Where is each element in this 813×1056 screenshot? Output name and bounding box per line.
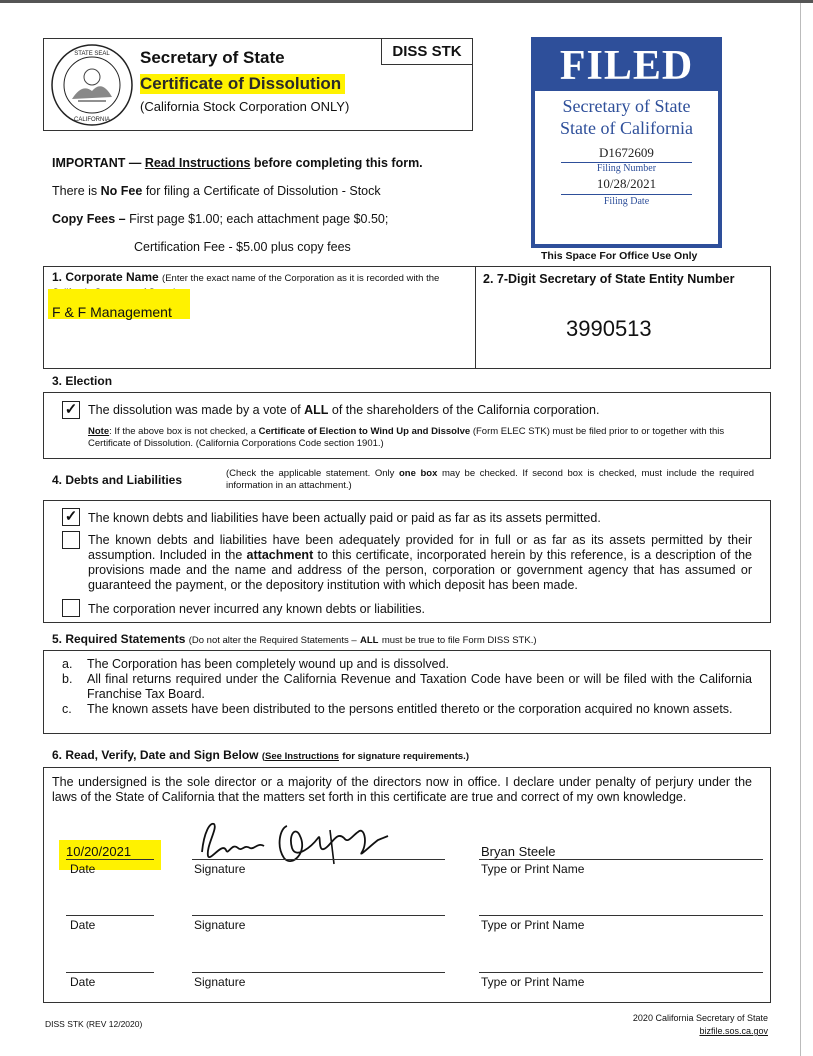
signature-line [192, 859, 445, 860]
declaration-text: The undersigned is the sole director or a majority of the directors now in office. I declare under penalty of perjury under the laws of the State of California that the matters set forth in this certificate are true and correct of my own knowledge. [52, 775, 752, 804]
section-6-note-post: for signature requirements.) [342, 751, 469, 762]
debts-instr-bold: one box [399, 468, 438, 479]
list-item [62, 657, 752, 672]
copy-fee-text: First page $1.00; each attachment page $0.50; [129, 212, 389, 226]
section-5-header [52, 632, 537, 646]
state-seal-icon [50, 43, 134, 127]
printed-name-label: Type or Print Name [481, 862, 585, 876]
election-note-label: Note [88, 426, 110, 437]
signature-line-3 [192, 972, 445, 973]
debts-provided-post: to this certificate, incorporated herein by this reference, is a description of the provisions made and the name and address of the person, corporation or government agency that has assumed or guaranteed the payment, or the depository institution with which deposit has been made. [88, 548, 752, 592]
debts-provided-pre: The known debts and liabilities have been adequately provided for in full or as far as its assets permitted by their assumption. Included in the [88, 533, 752, 562]
footer-copyright: 2020 California Secretary of State [632, 1013, 768, 1023]
filing-number-label: Filing Number [596, 163, 657, 174]
read-instructions-link[interactable]: Read Instructions [144, 156, 251, 170]
debts-provided-checkbox[interactable] [62, 531, 80, 549]
section-5-note-pre: (Do not alter the Required Statements – [188, 635, 357, 646]
date-line-3 [66, 972, 154, 973]
svg-text:CALIFORNIA: CALIFORNIA [73, 117, 111, 123]
election-note-pre: : If the above box is not checked, a [109, 426, 256, 437]
no-debts-checkbox[interactable] [62, 599, 80, 617]
cert-fee-line: Certification Fee - $5.00 plus copy fees [134, 240, 351, 254]
debts-paid-text: The known debts and liabilities have been actually paid or paid as far as its assets permitted. [88, 511, 601, 525]
list-item-letter: c. [62, 702, 72, 716]
section-6-note-pre: ( [261, 751, 266, 762]
corporate-name-title: 1. Corporate Name [52, 270, 159, 284]
copy-fee-label: Copy Fees – [52, 212, 126, 226]
fee-pre: There is [52, 184, 98, 198]
debts-instr-pre: (Check the applicable statement. Only [226, 468, 395, 479]
debts-paid-checkbox[interactable]: ✓ [62, 508, 80, 526]
filing-date-rule [561, 194, 692, 195]
signature-label: Signature [194, 862, 246, 876]
section-5-note-bold: ALL [360, 635, 379, 646]
fee-bold: No Fee [100, 184, 143, 198]
important-suffix: before completing this form. [253, 156, 423, 170]
corporate-name-value[interactable]: F & F Management [52, 304, 172, 320]
list-item-text: The Corporation has been completely wound up and is dissolved. [87, 657, 450, 671]
date-line-2 [66, 915, 154, 916]
list-item [62, 672, 752, 702]
section-5-note-post: must be true to file Form DISS STK.) [381, 635, 537, 646]
filing-date: 10/28/2021 [596, 176, 657, 191]
copy-fee-line [52, 212, 388, 226]
header-title: Secretary of State [140, 48, 285, 67]
printed-name-line-3 [479, 972, 763, 973]
section-6-header [52, 748, 469, 762]
section-4-instructions [226, 468, 754, 492]
filed-line1: Secretary of State [562, 96, 691, 116]
election-text-post: of the shareholders of the California corporation. [331, 403, 600, 417]
fee-post: for filing a Certificate of Dissolution - Stock [145, 184, 381, 198]
list-item-text: The known assets have been distributed to the persons entitled thereto or the corporation acquired no known assets. [87, 702, 733, 716]
section-4-title: 4. Debts and Liabilities [52, 473, 183, 487]
entity-number-label: 2. 7-Digit Secretary of State Entity Number [483, 272, 735, 286]
list-item-letter: a. [62, 657, 73, 671]
filed-text: FILED [559, 43, 694, 89]
entity-number-value[interactable]: 3990513 [566, 316, 652, 341]
list-item [62, 702, 752, 717]
printed-name-label-3: Type or Print Name [481, 975, 585, 989]
filed-stamp [531, 37, 722, 248]
footer-form-code: DISS STK (REV 12/2020) [45, 1019, 143, 1029]
filing-date-label: Filing Date [603, 196, 650, 207]
section-5-title: 5. Required Statements [52, 632, 186, 646]
printed-name-line [479, 859, 763, 860]
svg-text:STATE SEAL: STATE SEAL [74, 51, 110, 57]
important-line [52, 156, 423, 170]
date-label: Date [70, 862, 96, 876]
important-prefix: IMPORTANT — [52, 156, 142, 170]
section-3-title: 3. Election [52, 374, 113, 388]
right-border [800, 3, 801, 1056]
election-text-pre: The dissolution was made by a vote of [88, 403, 301, 417]
election-text-bold: ALL [304, 403, 329, 417]
election-checkbox[interactable]: ✓ [62, 401, 80, 419]
date-line [66, 859, 154, 860]
debts-provided-bold: attachment [246, 548, 314, 562]
signature-label-2: Signature [194, 918, 246, 932]
see-instructions-link[interactable]: See Instructions [265, 751, 339, 762]
filed-banner [535, 41, 718, 91]
signature-line-2 [192, 915, 445, 916]
debts-instr-post: may be checked. If second box is checked, must include the required information in an attachment.) [226, 468, 755, 491]
filing-number: D1672609 [599, 145, 654, 160]
form-code: DISS STK [392, 43, 462, 60]
form-code-box [381, 38, 473, 65]
date-label-2: Date [70, 918, 96, 932]
election-note-bold: Certificate of Election to Wind Up and Dissolve [258, 426, 471, 437]
section-1-2-divider [475, 266, 476, 369]
list-item-text: All final returns required under the California Revenue and Taxation Code have been or will be filed with the California Franchise Tax Board. [87, 672, 752, 701]
section-6-title: 6. Read, Verify, Date and Sign Below [52, 748, 259, 762]
office-use-label: This Space For Office Use Only [541, 250, 698, 262]
footer-url[interactable]: bizfile.sos.ca.gov [699, 1026, 768, 1036]
filed-line2: State of California [560, 118, 693, 138]
election-text [88, 403, 599, 418]
required-statements-list [62, 657, 752, 717]
header-scope: (California Stock Corporation ONLY) [140, 99, 350, 114]
printed-name-value[interactable]: Bryan Steele [481, 844, 556, 859]
list-item-letter: b. [62, 672, 73, 686]
top-border [0, 0, 813, 3]
signature-label-3: Signature [194, 975, 246, 989]
election-note [88, 426, 756, 450]
election-note-post: (Form ELEC STK) must be filed prior to or together with this Certificate of Dissolution. (California Corporations Code section 1901.) [88, 426, 725, 449]
corporate-name-note: (Enter the exact name of the Corporation as it is recorded with the [162, 273, 440, 284]
no-debts-text: The corporation never incurred any known debts or liabilities. [88, 602, 425, 616]
header-subtitle: Certificate of Dissolution [140, 74, 345, 94]
printed-name-line-2 [479, 915, 763, 916]
date-label-3: Date [70, 975, 96, 989]
debts-provided-text [88, 533, 752, 593]
fee-line [52, 184, 381, 198]
printed-name-label-2: Type or Print Name [481, 918, 585, 932]
date-value[interactable]: 10/20/2021 [66, 844, 132, 859]
